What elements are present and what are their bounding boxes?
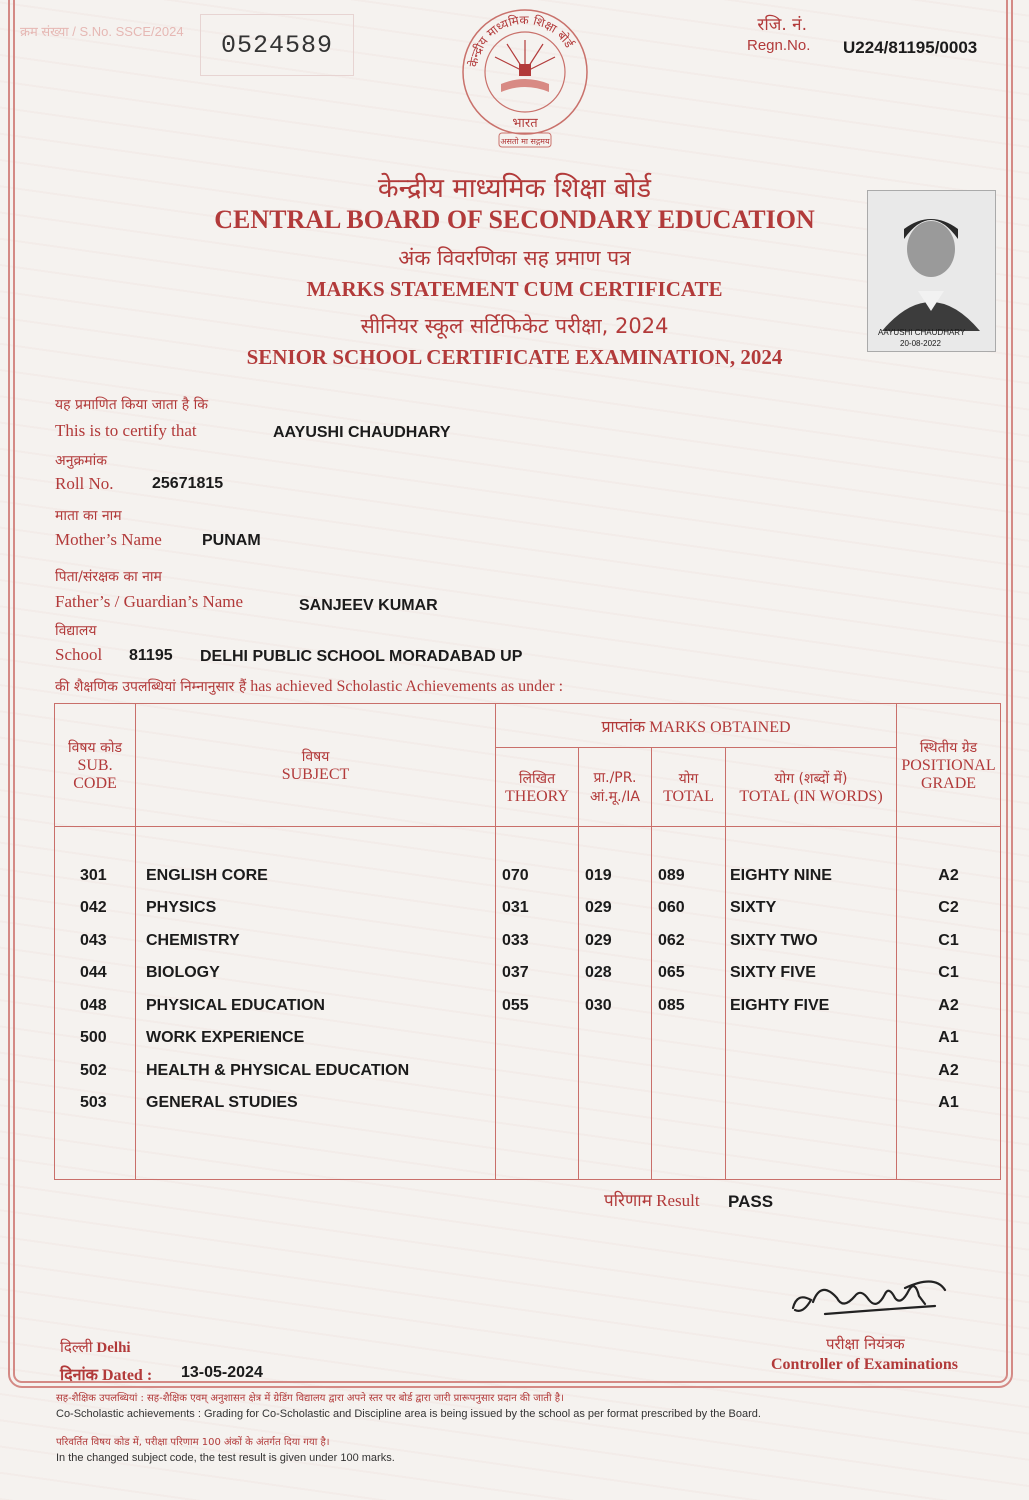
header-theory-label: THEORY	[505, 787, 569, 805]
doc-title-hindi: अंक विवरणिका सह प्रमाण पत्र	[398, 246, 631, 270]
controller-title: Controller of Examinations	[771, 1356, 958, 1373]
theory-marks: 055	[496, 990, 579, 1023]
controller-signature-icon	[785, 1270, 960, 1330]
header-total	[652, 748, 726, 827]
roll-label: Roll No.	[55, 474, 114, 493]
emblem-motto-text: असतो मा सद्गमय	[500, 137, 550, 146]
theory-marks: 033	[496, 925, 579, 958]
school-name: DELHI PUBLIC SCHOOL MORADABAD UP	[200, 648, 523, 665]
note-coscholastic: Co-Scholastic achievements : Grading for Co-Scholastic and Discipline area is being issued by the school as per format prescribed by the Board.	[56, 1408, 761, 1420]
place-hindi: दिल्ली	[60, 1338, 93, 1356]
grade: A2	[897, 860, 1001, 893]
total-in-words: EIGHTY NINE	[726, 860, 897, 893]
header-subject-hindi: विषय	[301, 748, 330, 765]
header-subject	[136, 704, 496, 827]
subject-code: 042	[55, 892, 136, 925]
father-label: Father’s / Guardian’s Name	[55, 592, 244, 611]
student-photo	[867, 190, 996, 352]
mother-label-hindi: माता का नाम	[55, 508, 122, 524]
total-in-words: EIGHTY FIVE	[726, 990, 897, 1023]
header-total-words	[726, 748, 897, 827]
header-code-label: SUB. CODE	[73, 756, 117, 792]
total-marks: 089	[652, 860, 726, 893]
theory-marks	[496, 1022, 579, 1055]
roll-number: 25671815	[152, 475, 224, 492]
student-name: AAYUSHI CHAUDHARY	[273, 424, 451, 441]
header-theory-hindi: लिखित	[518, 770, 556, 787]
regn-label-hindi: रजि. नं.	[757, 15, 807, 35]
subject-name: PHYSICAL EDUCATION	[136, 990, 496, 1023]
theory-marks: 037	[496, 957, 579, 990]
grade: C1	[897, 925, 1001, 958]
header-total-label: TOTAL	[663, 787, 714, 805]
header-grade	[897, 704, 1001, 827]
doc-title: MARKS STATEMENT CUM CERTIFICATE	[306, 277, 723, 301]
header-pr-label: प्रा./PR.	[593, 770, 637, 786]
cbse-emblem-icon	[455, 2, 595, 152]
subject-name: ENGLISH CORE	[136, 860, 496, 893]
subject-code: 301	[55, 860, 136, 893]
theory-marks: 031	[496, 892, 579, 925]
exam-title-hindi: सीनियर स्कूल सर्टिफिकेट परीक्षा, 2024	[360, 314, 669, 338]
note-subject-code-hindi: परिवर्तित विषय कोड में, परीक्षा परिणाम 100 अंकों के अंतर्गत दिया गया है।	[56, 1437, 330, 1448]
header-total-hindi: योग	[678, 770, 699, 787]
theory-marks	[496, 1087, 579, 1120]
result-label: परिणाम Result	[604, 1191, 700, 1210]
mother-name: PUNAM	[202, 532, 261, 549]
grade: C1	[897, 957, 1001, 990]
mother-label: Mother’s Name	[55, 530, 162, 549]
header-subject-code	[55, 704, 136, 827]
total-marks: 060	[652, 892, 726, 925]
place: Delhi	[96, 1340, 131, 1356]
subject-name: BIOLOGY	[136, 957, 496, 990]
total-marks: 065	[652, 957, 726, 990]
table-row	[55, 1087, 1001, 1120]
header-grade-label: POSITIONAL GRADE	[901, 756, 996, 792]
school-label-hindi: विद्यालय	[55, 623, 97, 639]
subject-name: WORK EXPERIENCE	[136, 1022, 496, 1055]
table-row	[55, 925, 1001, 958]
grade: C2	[897, 892, 1001, 925]
achievement-label-hindi: की शैक्षणिक उपलब्धियां निम्नानुसार हैं	[55, 679, 247, 695]
header-words-hindi: योग (शब्दों में)	[774, 770, 848, 787]
school-code: 81195	[129, 647, 173, 664]
regn-label: Regn.No.	[747, 37, 811, 54]
board-name-hindi: केन्द्रीय माध्यमिक शिक्षा बोर्ड	[377, 173, 652, 204]
subject-name: GENERAL STUDIES	[136, 1087, 496, 1120]
place-line	[60, 1337, 131, 1357]
header-subject-label: SUBJECT	[281, 765, 350, 783]
practical-marks	[579, 1022, 652, 1055]
grade: A1	[897, 1022, 1001, 1055]
subject-code: 500	[55, 1022, 136, 1055]
result-value: PASS	[728, 1192, 774, 1211]
photo-caption-date: 20-08-2022	[900, 339, 941, 348]
grade: A2	[897, 1055, 1001, 1088]
total-in-words: SIXTY FIVE	[726, 957, 897, 990]
subject-code: 048	[55, 990, 136, 1023]
total-marks	[652, 1087, 726, 1120]
father-label-hindi: पिता/संरक्षक का नाम	[55, 569, 162, 585]
achievement-line	[55, 677, 563, 696]
table-row	[55, 990, 1001, 1023]
subject-code: 503	[55, 1087, 136, 1120]
total-in-words	[726, 1055, 897, 1088]
practical-marks: 029	[579, 892, 652, 925]
practical-marks: 029	[579, 925, 652, 958]
portrait-icon	[868, 191, 995, 351]
header-grade-hindi: स्थितीय ग्रेड	[919, 739, 978, 756]
certify-label: This is to certify that	[55, 421, 197, 440]
table-row	[55, 860, 1001, 893]
total-in-words	[726, 1022, 897, 1055]
achievement-label: has achieved Scholastic Achievements as under :	[250, 678, 564, 695]
exam-title: SENIOR SCHOOL CERTIFICATE EXAMINATION, 2024	[246, 345, 783, 369]
total-marks	[652, 1055, 726, 1088]
emblem-bottom-text: भारत	[512, 116, 538, 131]
subject-name: PHYSICS	[136, 892, 496, 925]
controller-title-hindi: परीक्षा नियंत्रक	[826, 1335, 905, 1353]
total-in-words: SIXTY TWO	[726, 925, 897, 958]
board-name: CENTRAL BOARD OF SECONDARY EDUCATION	[214, 205, 815, 234]
practical-marks	[579, 1055, 652, 1088]
photo-caption-name: AAYUSHI CHAUDHARY	[878, 328, 966, 337]
school-label: School	[55, 645, 103, 664]
practical-marks: 030	[579, 990, 652, 1023]
header-code-hindi: विषय कोड	[68, 739, 122, 756]
note-coscholastic-hindi: सह-शैक्षिक उपलब्धियां : सह-शैक्षिक एवम् अनुशासन क्षेत्र में ग्रेडिंग विद्यालय द्वारा अपने स्तर पर बोर्ड द्वारा जारी प्रारूपनुसार प्रदान की जाती है।	[56, 1393, 564, 1404]
father-name: SANJEEV KUMAR	[299, 597, 438, 614]
emblem-ring-text: केन्द्रीय माध्यमिक शिक्षा बोर्ड	[466, 12, 577, 69]
table-row	[55, 957, 1001, 990]
issue-date: 13-05-2024	[181, 1364, 263, 1381]
total-in-words	[726, 1087, 897, 1120]
table-row	[55, 1022, 1001, 1055]
total-marks: 085	[652, 990, 726, 1023]
serial-number: 0524589	[200, 14, 354, 76]
dated-label: दिनांक Dated :	[60, 1367, 153, 1384]
certify-label-hindi: यह प्रमाणित किया जाता है कि	[55, 397, 209, 413]
faint-serial-label: क्रम संख्या / S.No. SSCE/2024	[20, 24, 184, 39]
header-marks-obtained: प्राप्तांक MARKS OBTAINED	[496, 704, 897, 748]
practical-marks: 019	[579, 860, 652, 893]
subject-name: CHEMISTRY	[136, 925, 496, 958]
header-ia-label: आं.मू./IA	[589, 789, 640, 805]
note-subject-code: In the changed subject code, the test result is given under 100 marks.	[56, 1452, 395, 1464]
subject-code: 502	[55, 1055, 136, 1088]
roll-label-hindi: अनुक्रमांक	[55, 453, 107, 469]
table-row	[55, 1055, 1001, 1088]
theory-marks	[496, 1055, 579, 1088]
marks-table	[54, 703, 1001, 1180]
grade: A2	[897, 990, 1001, 1023]
grade: A1	[897, 1087, 1001, 1120]
header-practical	[579, 748, 652, 827]
regn-number: U224/81195/0003	[843, 38, 978, 57]
total-in-words: SIXTY	[726, 892, 897, 925]
subject-code: 044	[55, 957, 136, 990]
theory-marks: 070	[496, 860, 579, 893]
table-row	[55, 892, 1001, 925]
practical-marks: 028	[579, 957, 652, 990]
subject-code: 043	[55, 925, 136, 958]
subject-name: HEALTH & PHYSICAL EDUCATION	[136, 1055, 496, 1088]
header-theory	[496, 748, 579, 827]
header-words-label: TOTAL (IN WORDS)	[739, 787, 883, 805]
total-marks	[652, 1022, 726, 1055]
total-marks: 062	[652, 925, 726, 958]
practical-marks	[579, 1087, 652, 1120]
